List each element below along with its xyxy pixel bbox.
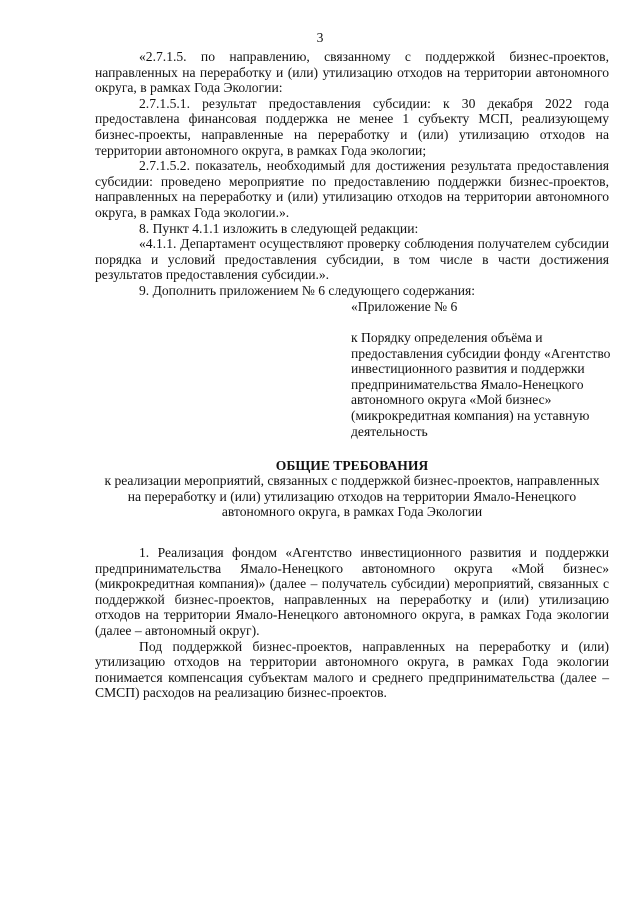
paragraph-2-7-1-5-2: 2.7.1.5.2. показатель, необходимый для достижения результата предоставления субсидии: проведено мероприятие по предоставлению поддержки бизнес-проектов, направленных на переработку и (или) утилизацию отходов на территории автономного округа, в рамках Года экологии.». bbox=[95, 158, 609, 220]
paragraph-4-1-1: «4.1.1. Департамент осуществляют проверку соблюдения получателем субсидии порядка и условий предоставления субсидии, в том числе в части достижения результатов предоставления субсидии.». bbox=[95, 236, 609, 283]
requirements-text bbox=[95, 545, 609, 701]
paragraph-2-7-1-5: «2.7.1.5. по направлению, связанному с поддержкой бизнес-проектов, направленных на переработку и (или) утилизацию отходов на территории автономного округа, в рамках Года Экологии: bbox=[95, 49, 609, 96]
section-title: ОБЩИЕ ТРЕБОВАНИЯ bbox=[275, 458, 429, 473]
appendix-heading: «Приложение № 6 bbox=[351, 299, 458, 314]
paragraph-item-8: 8. Пункт 4.1.1 изложить в следующей редакции: bbox=[139, 220, 419, 236]
page-number: 3 bbox=[316, 30, 324, 45]
paragraph-item-9: 9. Дополнить приложением № 6 следующего содержания: bbox=[139, 282, 476, 298]
requirement-paragraph-2: Под поддержкой бизнес-проектов, направленных на переработку и (или) утилизацию отходов на территории автономного округа, в рамках Года экологии понимается компенсация субъектам малого и среднего предпринимательства (далее – СМСП) расходов на реализацию бизнес-проектов. bbox=[95, 638, 609, 701]
section-subtitle: к реализации мероприятий, связанных с поддержкой бизнес-проектов, направленных на переработку и (или) утилизацию отходов на территории Ямало-Ненецкого автономного округа, в рамках Года Экологии bbox=[104, 473, 600, 520]
requirement-paragraph-1: 1. Реализация фондом «Агентство инвестиционного развития и поддержки предпринимательства Ямало-Ненецкого автономного округа «Мой бизнес» (микрокредитная компания)» (далее – получатель субсидии) мероприятий, связанных с поддержкой бизнес-проектов, направленных на переработку и (или) утилизацию отходов на территории Ямало-Ненецкого автономного округа, в рамках Года экологии (далее – автономный округ). bbox=[95, 545, 609, 638]
amendment-text bbox=[95, 49, 609, 299]
paragraph-2-7-1-5-1: 2.7.1.5.1. результат предоставления субсидии: к 30 декабря 2022 года предоставлена финансовая поддержка не менее 1 субъекту МСП, реализующему бизнес-проекты, направленные на переработку и (или) утилизацию отходов на территории автономного округа, в рамках Года экологии; bbox=[95, 95, 609, 158]
appendix-reference: к Порядку определения объёма и предоставления субсидии фонду «Агентство инвестиционного развития и поддержки предпринимательства Ямало-Ненецкого автономного округа «Мой бизнес» (микрокредитная компания) на уставную деятельность bbox=[351, 330, 611, 439]
